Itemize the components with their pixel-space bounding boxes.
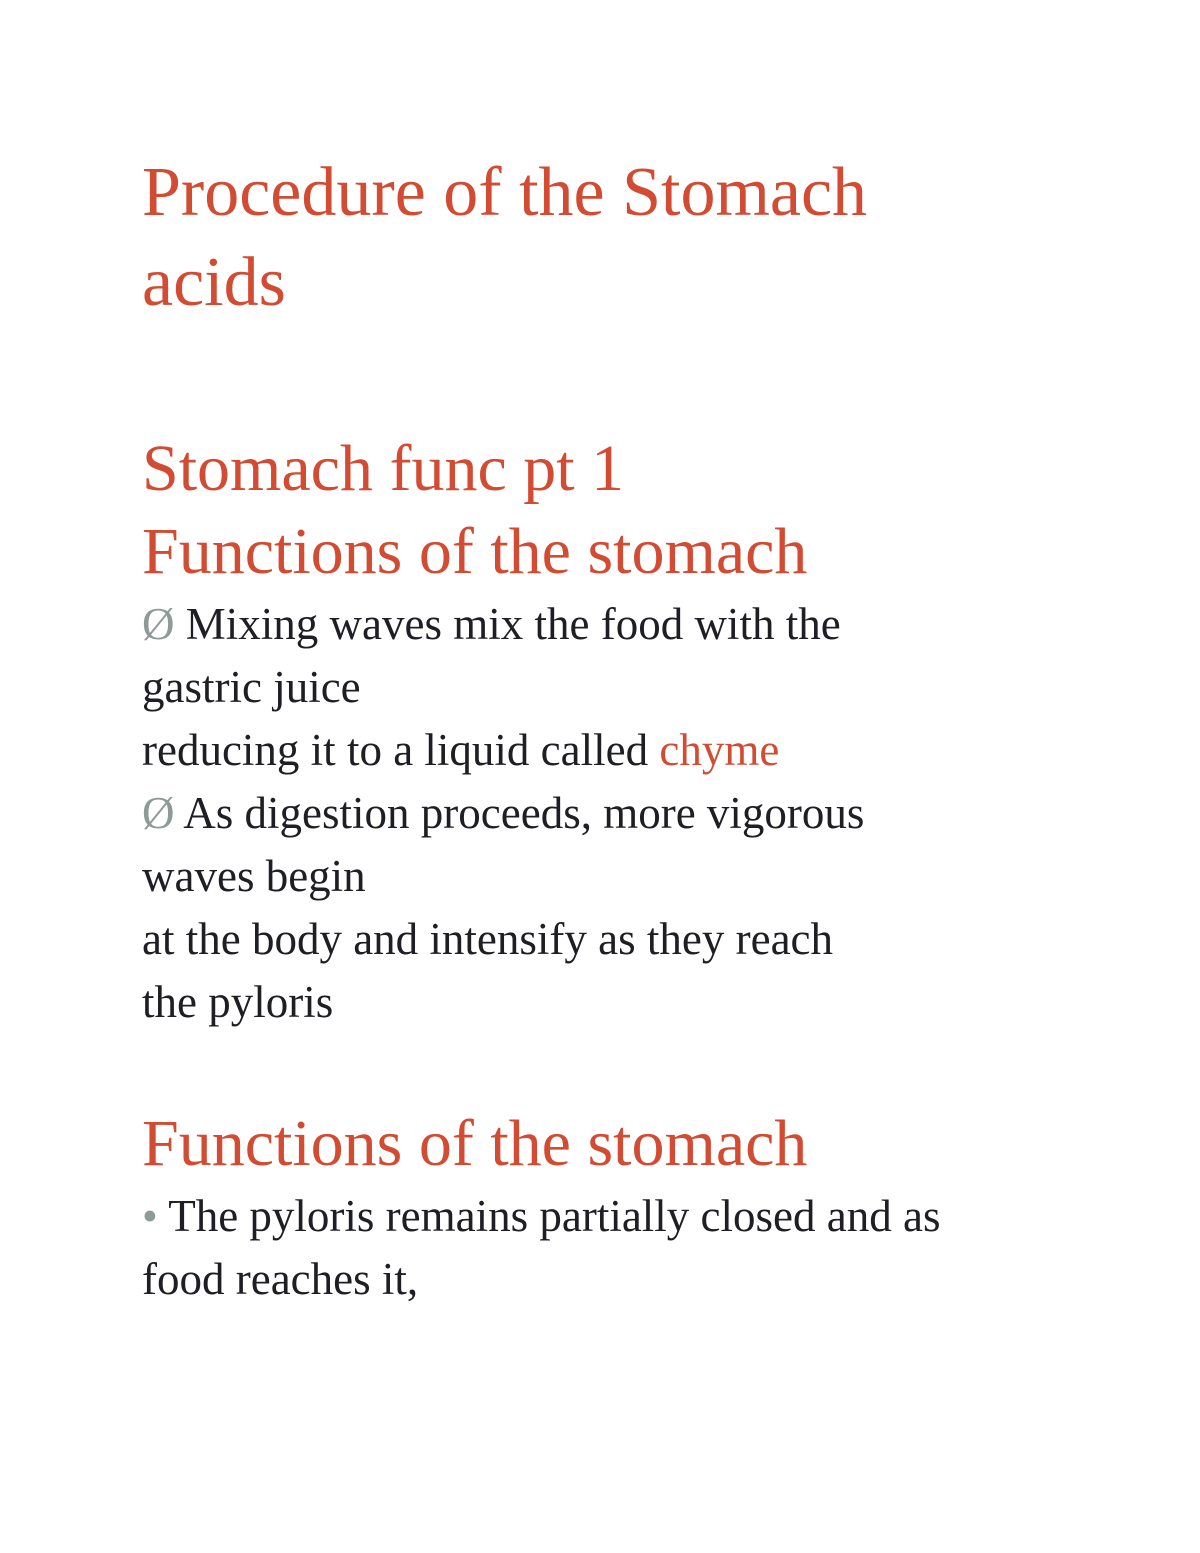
item-line: at the body and intensify as they reach — [142, 914, 834, 964]
item-line: The pyloris remains partially closed and as — [168, 1191, 941, 1241]
item-line: Mixing waves mix the food with the — [185, 599, 841, 649]
document-page — [142, 148, 1082, 1311]
list-item — [142, 1185, 1082, 1311]
section-2 — [142, 1102, 1082, 1311]
item-line: gastric juice — [142, 662, 361, 712]
spacer — [142, 1034, 1082, 1102]
spacer — [142, 328, 1082, 427]
title-line-2: acids — [142, 244, 286, 321]
item-line: As digestion proceeds, more vigorous — [183, 788, 865, 838]
bullet-dot-icon: • — [142, 1191, 158, 1241]
section-2-heading: Functions of the stomach — [142, 1107, 808, 1180]
page-title — [142, 148, 1082, 328]
item-line: reducing it to a liquid called — [142, 725, 660, 775]
list-item — [142, 782, 1082, 1034]
section-1-subtitle: Stomach func pt 1 — [142, 432, 625, 505]
highlight-term: chyme — [659, 725, 780, 775]
section-1 — [142, 427, 1082, 1034]
item-line: food reaches it, — [142, 1254, 419, 1304]
arrow-bullet-icon: Ø — [142, 788, 175, 838]
title-line-1: Procedure of the Stomach — [142, 154, 868, 231]
arrow-bullet-icon: Ø — [142, 599, 175, 649]
list-item — [142, 593, 1082, 782]
section-1-heading: Functions of the stomach — [142, 515, 808, 588]
item-line: the pyloris — [142, 977, 334, 1027]
item-line: waves begin — [142, 851, 366, 901]
